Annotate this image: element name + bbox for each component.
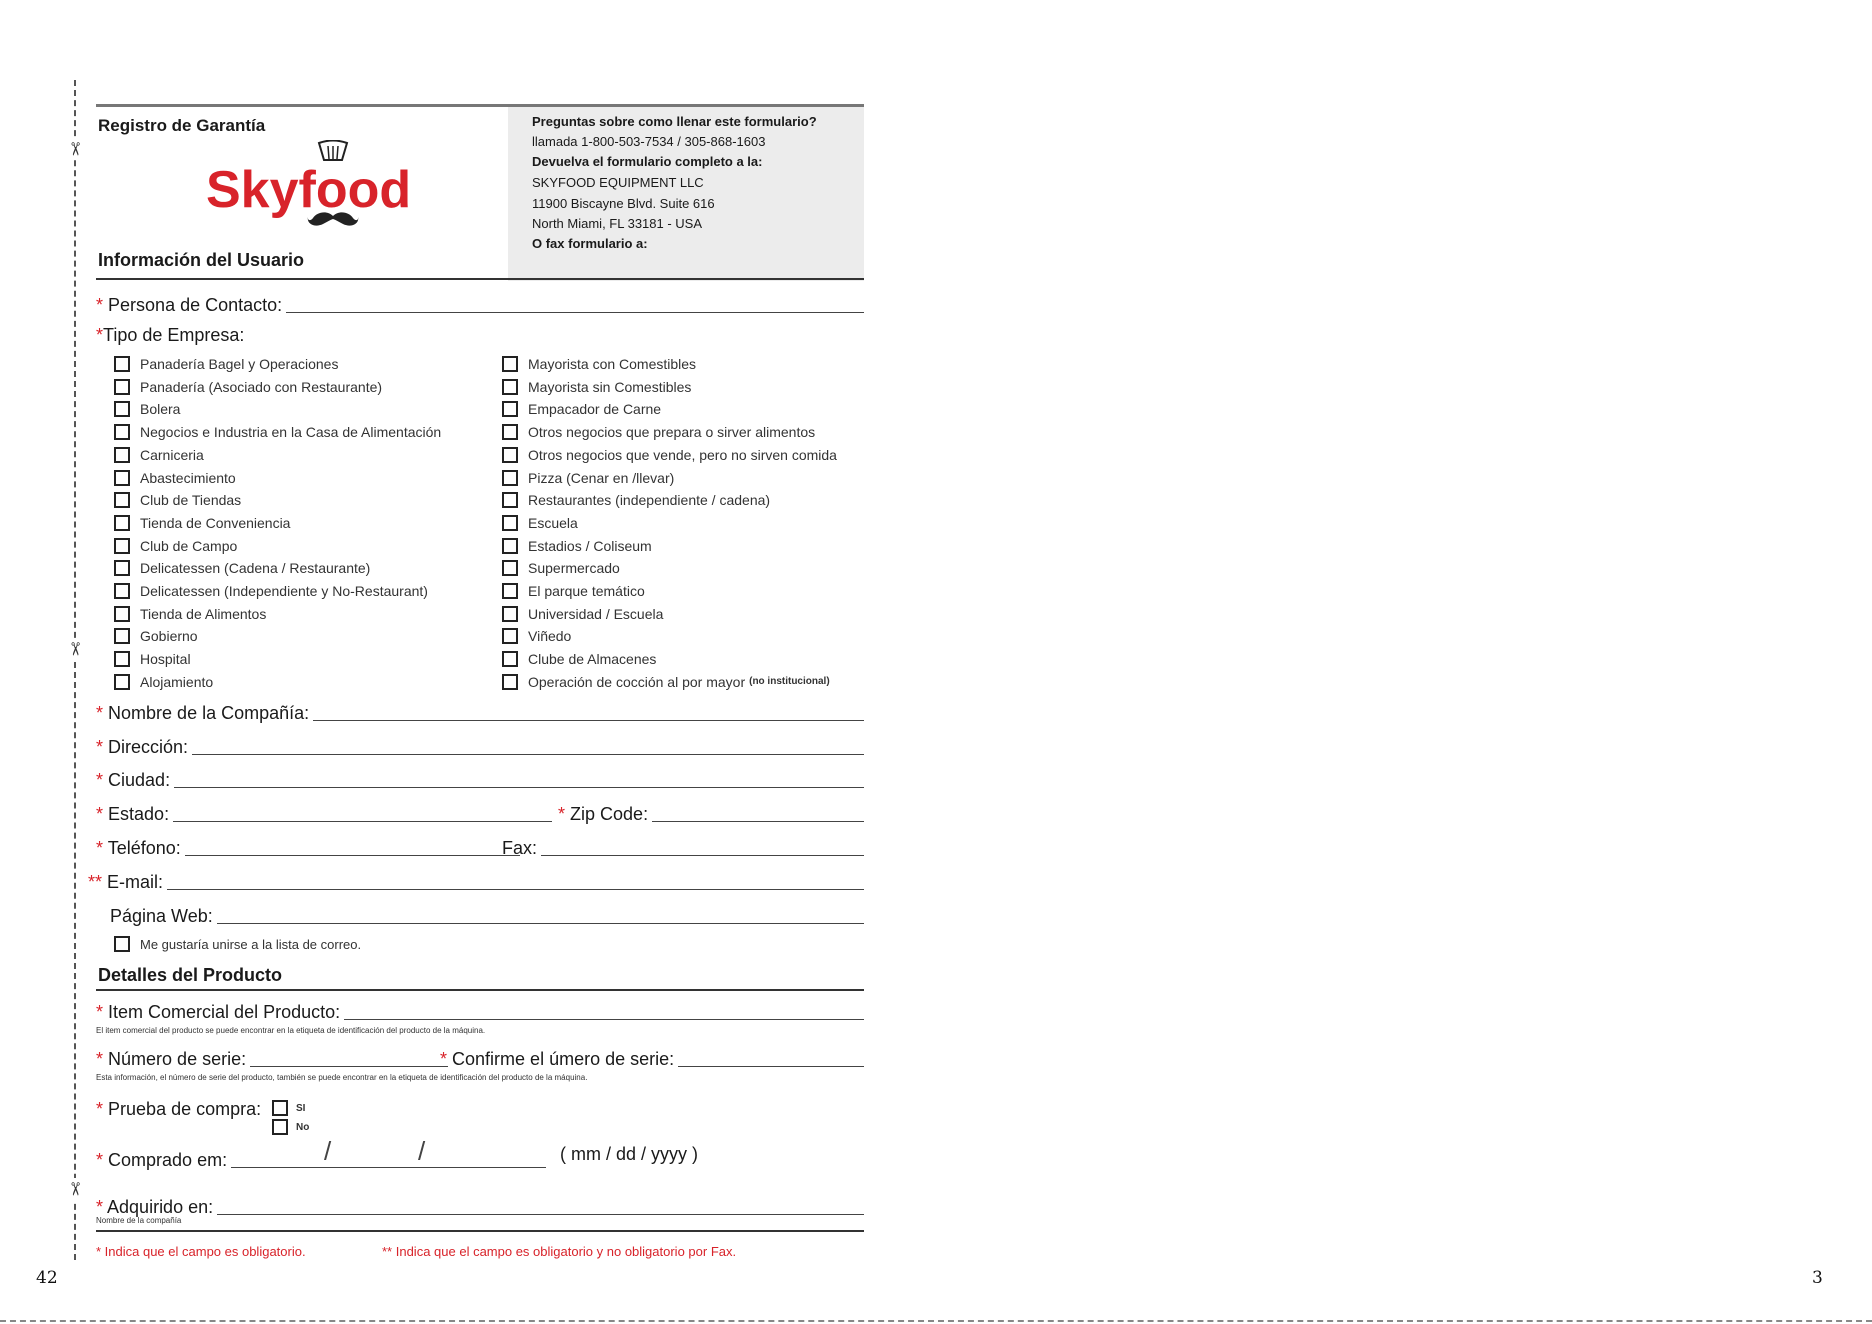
business-type-checkbox[interactable] — [502, 560, 518, 576]
scissors-icon: ✂ — [66, 638, 84, 660]
business-type-checkbox[interactable] — [502, 674, 518, 690]
business-type-label: Viñedo — [528, 628, 572, 645]
contact-info-line: llamada 1-800-503-7534 / 305-868-1603 — [532, 134, 766, 149]
business-type-checkbox[interactable] — [502, 606, 518, 622]
mustache-icon — [307, 210, 359, 230]
state-input[interactable] — [173, 820, 552, 822]
business-type-checkbox[interactable] — [114, 628, 130, 644]
business-type-option[interactable] — [114, 538, 237, 554]
user-info-heading: Información del Usuario — [98, 250, 305, 270]
business-type-checkbox[interactable] — [114, 583, 130, 599]
business-type-option[interactable] — [114, 401, 180, 417]
state-field[interactable]: * Estado: — [96, 799, 552, 825]
business-type-option[interactable] — [114, 470, 236, 486]
business-type-checkbox[interactable] — [114, 379, 130, 395]
contact-person-field[interactable] — [96, 290, 864, 316]
business-type-label: Negocios e Industria en la Casa de Alimentación — [140, 424, 442, 441]
bottom-cut-line — [0, 1320, 1872, 1322]
business-type-label: Pizza (Cenar en /llevar) — [528, 469, 675, 486]
mailing-list-option[interactable]: Me gustaría unirse a la lista de correo. — [114, 936, 361, 952]
business-type-checkbox[interactable] — [502, 379, 518, 395]
proof-no-option[interactable]: No — [272, 1119, 309, 1135]
acquired-from-field[interactable]: * Adquirido en: — [96, 1192, 864, 1218]
business-type-option[interactable] — [114, 492, 241, 508]
business-type-suffix: (no institucional) — [749, 676, 830, 688]
business-type-checkbox[interactable] — [114, 606, 130, 622]
email-field[interactable]: ** E-mail: — [88, 867, 864, 893]
business-type-option[interactable] — [502, 515, 578, 531]
business-type-option[interactable] — [502, 492, 770, 508]
contact-person-input[interactable] — [286, 311, 864, 313]
item-note: El item comercial del producto se puede encontrar en la etiqueta de identificación del producto de la máquina. — [96, 1026, 486, 1035]
business-type-option[interactable] — [114, 424, 441, 440]
business-type-checkbox[interactable] — [114, 401, 130, 417]
purchase-date-field[interactable]: * Comprado em: — [96, 1145, 546, 1171]
website-input[interactable] — [217, 922, 864, 924]
business-type-label: Otros negocios que prepara o sirver alimentos — [528, 424, 816, 441]
business-type-label: Restaurantes (independiente / cadena) — [528, 492, 771, 509]
business-type-label: Delicatessen (Cadena / Restaurante) — [140, 560, 371, 577]
business-type-checkbox[interactable] — [502, 538, 518, 554]
business-type-label: Empacador de Carne — [528, 401, 662, 418]
zip-input[interactable] — [652, 820, 864, 822]
business-type-label: Mayorista sin Comestibles — [528, 378, 692, 395]
business-type-option[interactable] — [114, 674, 213, 690]
business-type-checkbox[interactable] — [502, 424, 518, 440]
business-type-checkbox[interactable] — [114, 560, 130, 576]
business-type-label: El parque temático — [528, 583, 645, 599]
confirm-serial-field[interactable]: * Confirme el úmero de serie: — [440, 1044, 864, 1070]
business-type-label: Otros negocios que vende, pero no sirven comida — [528, 446, 837, 463]
business-type-checkbox[interactable] — [114, 447, 130, 463]
business-type-label: Delicatessen (Independiente y No-Restaurant) — [140, 583, 428, 599]
business-type-option[interactable] — [502, 401, 661, 417]
business-type-checkbox[interactable] — [114, 492, 130, 508]
business-type-checkbox[interactable] — [502, 356, 518, 372]
business-type-option[interactable] — [114, 515, 290, 531]
business-type-label: Mayorista con Comestibles — [528, 356, 697, 372]
fax-footnote: ** Indica que el campo es obligatorio y no obligatorio por Fax. — [382, 1244, 737, 1259]
proof-yes-checkbox[interactable] — [272, 1100, 288, 1116]
date-separator: / — [324, 1136, 332, 1166]
product-details-heading: Detalles del Producto — [98, 965, 283, 985]
business-type-option[interactable] — [502, 470, 674, 486]
proof-yes-option[interactable]: SI — [272, 1100, 305, 1116]
fax-field[interactable]: Fax: — [502, 833, 864, 859]
business-type-option[interactable] — [114, 606, 266, 622]
business-type-label: Universidad / Escuela — [528, 605, 664, 622]
acquired-from-input[interactable] — [217, 1213, 864, 1215]
date-separator: / — [418, 1136, 426, 1166]
serial-input[interactable] — [250, 1065, 448, 1067]
required-footnote: * Indica que el campo es obligatorio. — [96, 1244, 306, 1259]
business-type-checkbox[interactable] — [114, 515, 130, 531]
business-type-option[interactable] — [502, 628, 571, 644]
mailing-list-checkbox[interactable] — [114, 936, 130, 952]
business-type-checkbox[interactable] — [114, 424, 130, 440]
page-number-right: 3 — [1812, 1268, 1823, 1288]
business-type-label: Operación de cocción al por mayor — [528, 673, 746, 690]
serial-note: Esta información, el número de serie del producto, también se puede encontrar en la etiqueta de identificación del producto de la máquina. — [96, 1073, 588, 1082]
business-type-checkbox[interactable] — [502, 583, 518, 599]
contact-person-label: * Persona de Contacto: — [96, 295, 283, 315]
phone-field[interactable]: * Teléfono: — [96, 833, 520, 859]
business-type-option[interactable] — [502, 424, 815, 440]
business-type-option[interactable] — [502, 356, 696, 372]
business-type-option[interactable] — [114, 379, 382, 395]
city-input[interactable] — [174, 786, 864, 788]
business-type-label: Panadería (Asociado con Restaurante) — [140, 378, 383, 395]
contact-info-line: Preguntas sobre como llenar este formulario? — [532, 114, 817, 129]
contact-info-line: O fax formulario a: — [532, 236, 648, 251]
business-type-label: Tienda de Alimentos — [140, 605, 267, 622]
business-type-option[interactable] — [502, 606, 663, 622]
address-field[interactable]: * Dirección: — [96, 732, 864, 758]
business-type-label: Tienda de Conveniencia — [140, 514, 291, 531]
business-type-option[interactable] — [114, 356, 338, 372]
company-name-field[interactable]: * Nombre de la Compañía: — [96, 698, 864, 724]
proof-of-purchase-label: * Prueba de compra: — [96, 1099, 262, 1119]
contact-info-line: Devuelva el formulario completo a la: — [532, 154, 763, 169]
business-type-label: Club de Tiendas — [140, 492, 242, 509]
address-input[interactable] — [192, 753, 864, 755]
section-rule — [96, 989, 864, 991]
phone-input[interactable] — [185, 854, 520, 856]
business-type-checkbox[interactable] — [114, 470, 130, 486]
business-type-label: Estadios / Coliseum — [528, 537, 652, 554]
contact-info-line: North Miami, FL 33181 - USA — [532, 216, 703, 231]
cut-line — [74, 80, 76, 1260]
date-format-hint: ( mm / dd / yyyy ) — [560, 1144, 699, 1164]
scissors-icon: ✂ — [66, 138, 84, 160]
company-name-input[interactable] — [313, 719, 864, 721]
business-type-checkbox[interactable] — [502, 651, 518, 667]
business-type-option[interactable] — [502, 538, 652, 554]
contact-info-line: SKYFOOD EQUIPMENT LLC — [532, 175, 704, 190]
business-type-option[interactable] — [502, 583, 645, 599]
form-title: Registro de Garantía — [98, 116, 266, 135]
fax-input[interactable] — [541, 854, 864, 856]
business-type-checkbox[interactable] — [502, 628, 518, 644]
contact-info-line: 11900 Biscayne Blvd. Suite 616 — [532, 196, 715, 211]
business-type-checkbox[interactable] — [114, 674, 130, 690]
business-type-label: Panadería Bagel y Operaciones — [140, 356, 339, 372]
confirm-serial-input[interactable] — [678, 1065, 864, 1067]
item-input[interactable] — [344, 1018, 864, 1020]
acquired-note: Nombre de la compañía — [96, 1216, 182, 1225]
business-type-option[interactable] — [114, 560, 370, 576]
email-input[interactable] — [167, 888, 864, 890]
city-field[interactable]: * Ciudad: — [96, 765, 864, 791]
business-type-label: Carniceria — [140, 446, 204, 463]
warranty-form — [88, 104, 864, 1264]
business-type-label: Gobierno — [140, 628, 198, 645]
business-type-option[interactable] — [502, 447, 837, 463]
business-type-checkbox[interactable] — [114, 651, 130, 667]
proof-no-checkbox[interactable] — [272, 1119, 288, 1135]
business-type-label: Abastecimiento — [140, 469, 236, 486]
section-rule — [96, 1230, 864, 1232]
business-type-option[interactable] — [114, 583, 428, 599]
serial-field[interactable]: * Número de serie: — [96, 1044, 448, 1070]
brand-logo: Skyfood — [206, 161, 412, 219]
business-type-option[interactable] — [502, 651, 656, 667]
business-type-label: Club de Campo — [140, 537, 238, 554]
business-type-checkbox[interactable] — [502, 492, 518, 508]
zip-field[interactable]: * Zip Code: — [558, 799, 864, 825]
business-type-checkbox[interactable] — [502, 515, 518, 531]
section-rule — [96, 278, 864, 280]
business-type-checkbox[interactable] — [502, 401, 518, 417]
chef-hat-icon — [316, 140, 350, 162]
business-type-option[interactable] — [502, 560, 620, 576]
business-type-label: Supermercado — [528, 560, 620, 577]
business-type-label: Escuela — [528, 514, 578, 531]
page-number-left: 42 — [36, 1268, 58, 1288]
business-type-heading: *Tipo de Empresa: — [96, 325, 245, 345]
business-type-option[interactable] — [502, 674, 830, 690]
business-type-checkbox[interactable] — [502, 470, 518, 486]
business-type-option[interactable] — [114, 651, 191, 667]
website-field[interactable]: Página Web: — [110, 901, 864, 927]
business-type-label: Hospital — [140, 651, 191, 668]
business-type-option[interactable] — [114, 447, 204, 463]
business-type-checkbox[interactable] — [502, 447, 518, 463]
scissors-icon: ✂ — [66, 1178, 84, 1200]
business-type-checkbox[interactable] — [114, 356, 130, 372]
business-type-label: Clube de Almacenes — [528, 651, 657, 668]
business-type-label: Alojamiento — [140, 673, 214, 690]
purchase-date-input[interactable] — [231, 1166, 546, 1168]
item-field[interactable]: * Item Comercial del Producto: — [96, 997, 864, 1023]
business-type-label: Bolera — [140, 401, 181, 418]
business-type-option[interactable] — [114, 628, 198, 644]
business-type-checkbox[interactable] — [114, 538, 130, 554]
business-type-option[interactable] — [502, 379, 691, 395]
